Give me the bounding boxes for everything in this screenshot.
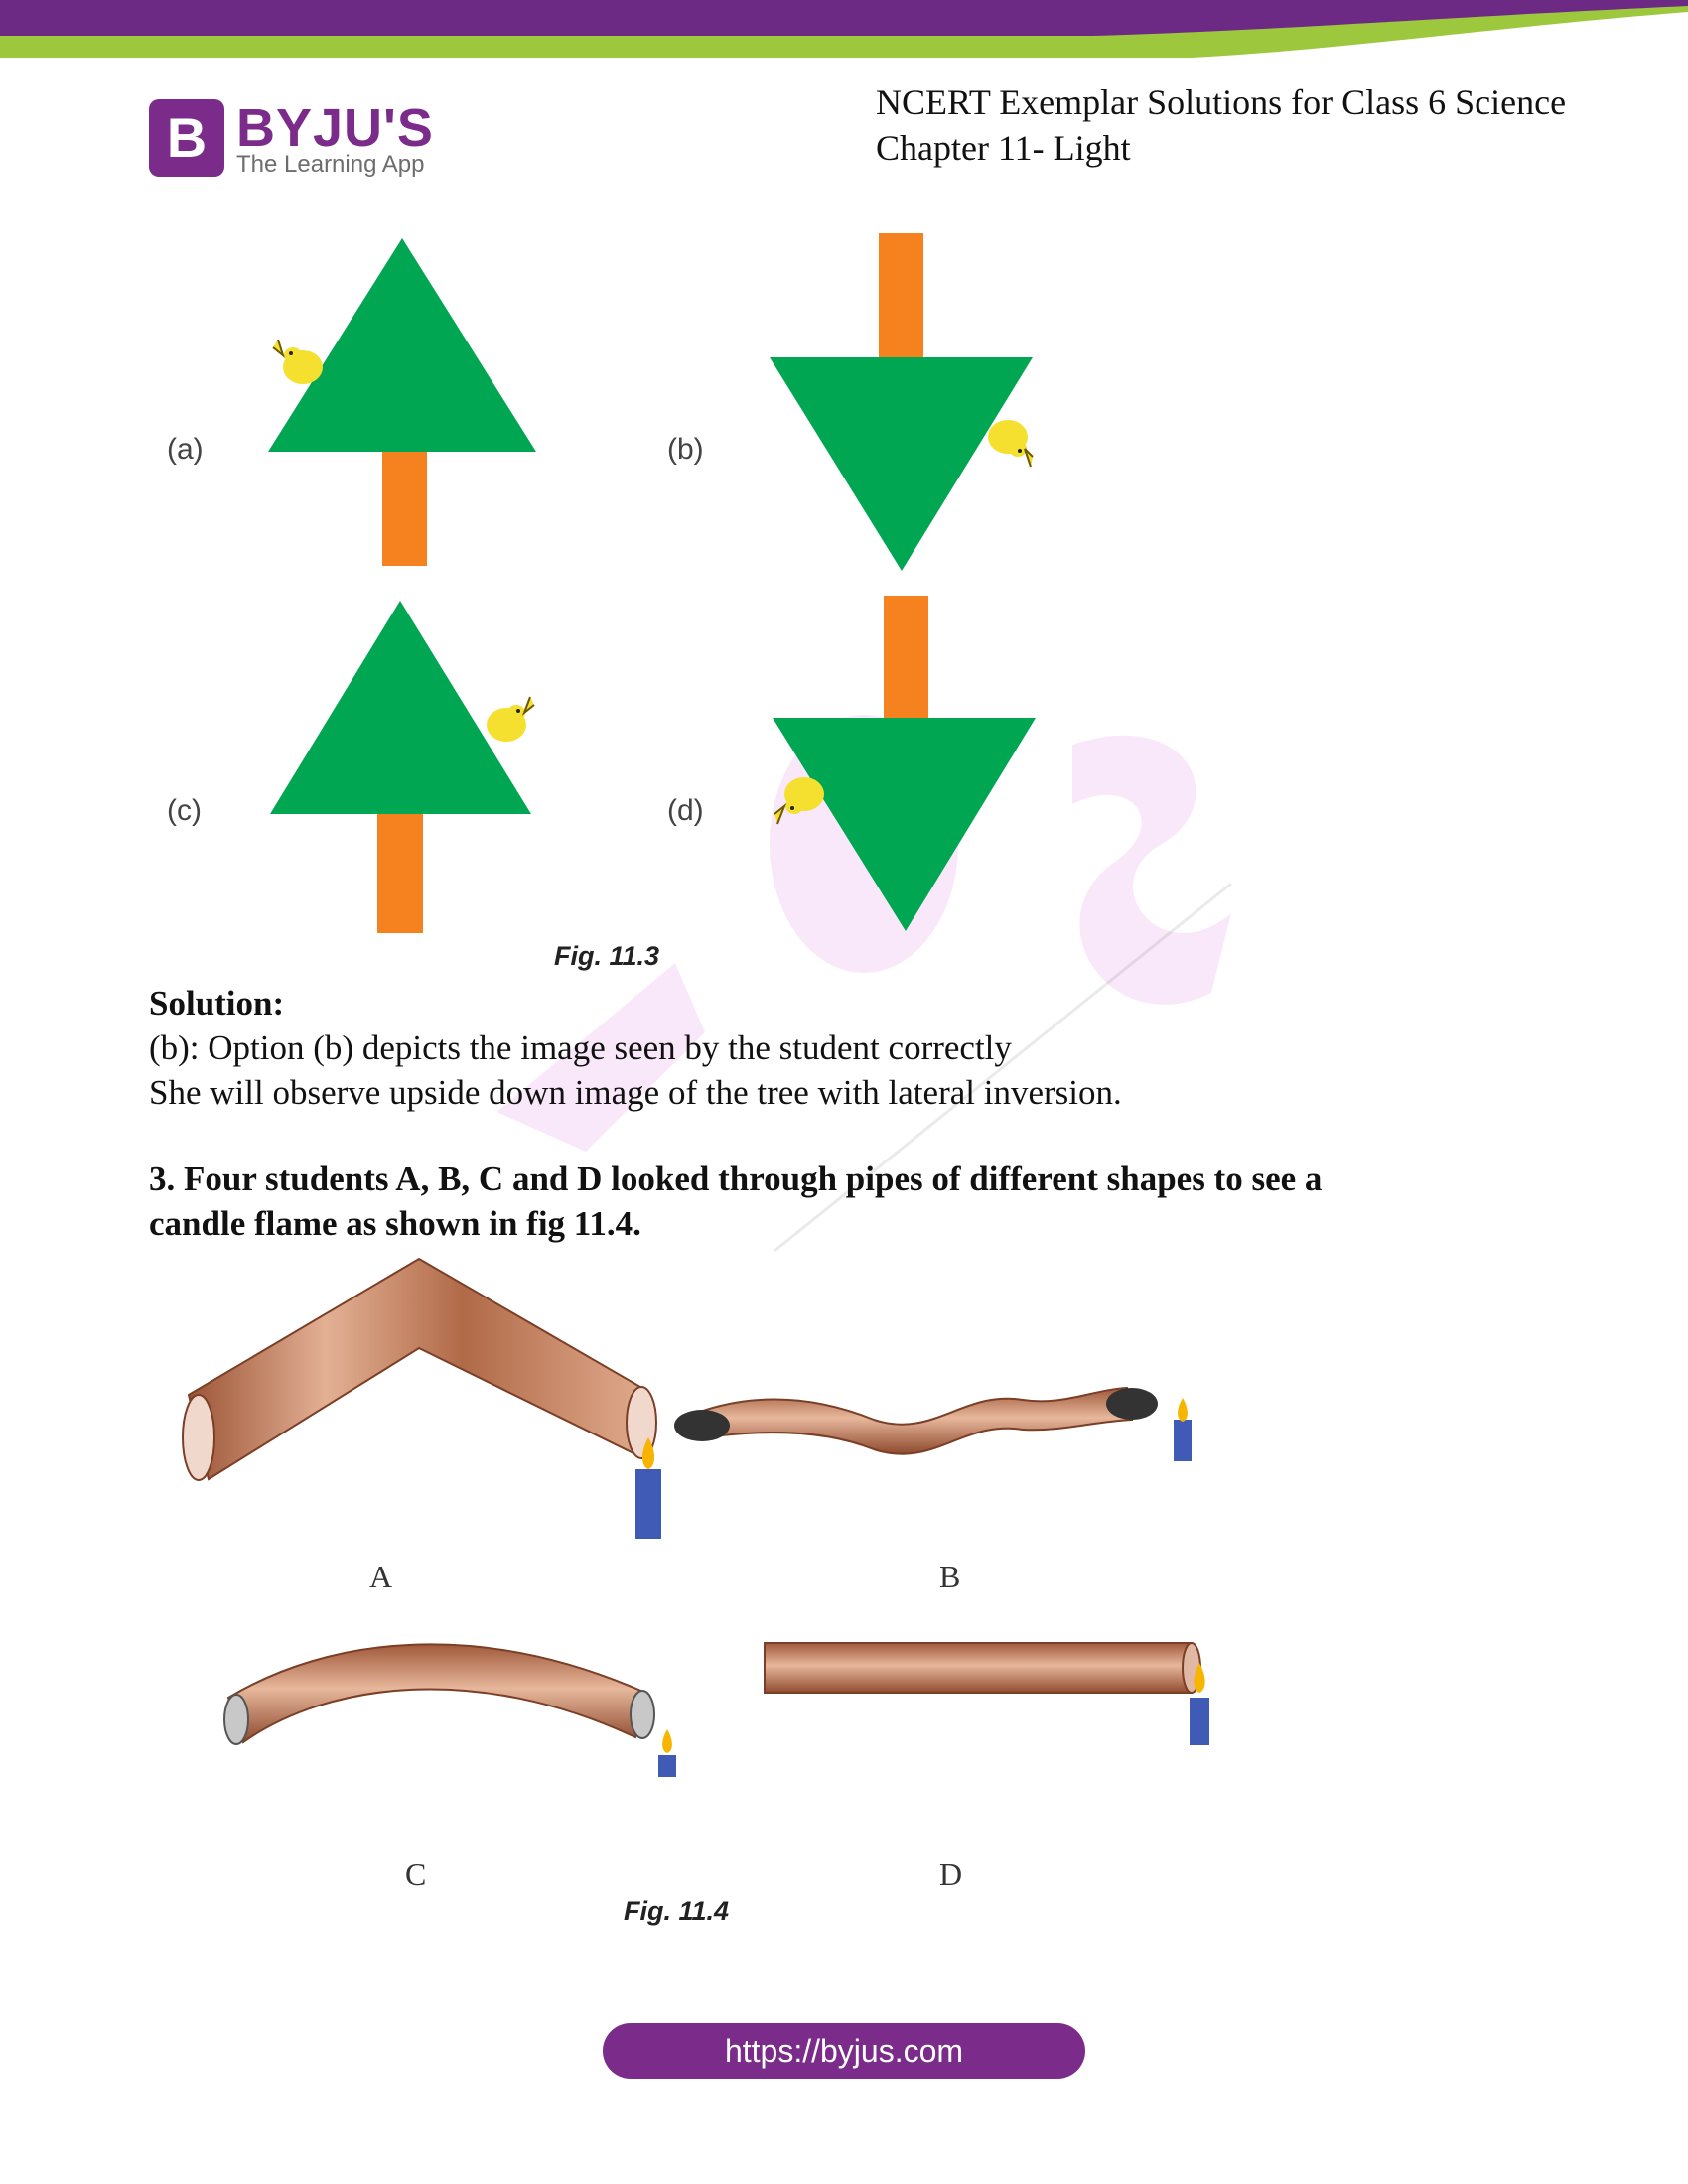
solution-heading: Solution: — [149, 984, 285, 1023]
logo-b-icon: B — [149, 99, 224, 177]
option-b-label: (b) — [667, 433, 704, 466]
logo-name: BYJU'S — [236, 98, 434, 158]
figure-11-3-trees — [149, 228, 1092, 943]
pipe-label-d: D — [939, 1856, 963, 1892]
tree-option-b — [770, 233, 1033, 571]
question-3-line2: candle flame as shown in fig 11.4. — [149, 1204, 641, 1243]
page-header-title — [876, 79, 1566, 171]
pipe-label-b: B — [939, 1559, 961, 1594]
pipe-a — [183, 1259, 661, 1539]
solution-line1: (b): Option (b) depicts the image seen by the student correctly — [149, 1028, 1012, 1067]
option-a-label: (a) — [167, 433, 204, 466]
option-c-label: (c) — [167, 794, 202, 827]
footer-url-link[interactable]: https://byjus.com — [603, 2023, 1085, 2079]
tree-option-a — [268, 238, 536, 566]
pipe-label-a: A — [369, 1559, 393, 1594]
question-3-line1: 3. Four students A, B, C and D looked through pipes of different shapes to see a — [149, 1160, 1323, 1198]
pipe-c — [224, 1644, 676, 1777]
figure-11-4-pipes — [149, 1241, 1241, 1777]
figure-11-3-caption: Fig. 11.3 — [554, 941, 660, 971]
header-title-line1: NCERT Exemplar Solutions for Class 6 Science — [876, 82, 1567, 122]
solution-line2: She will observe upside down image of the tree with lateral inversion. — [149, 1073, 1122, 1112]
tree-option-c — [270, 601, 534, 933]
option-d-label: (d) — [667, 794, 704, 827]
pipe-d — [765, 1643, 1209, 1745]
header-title-line2: Chapter 11- Light — [876, 128, 1131, 168]
top-accent-bar — [0, 0, 1688, 60]
byjus-logo[interactable] — [149, 97, 447, 182]
pipe-label-c: C — [405, 1856, 427, 1892]
question-3 — [149, 1157, 1539, 1246]
pipe-b — [674, 1388, 1192, 1461]
tree-option-d — [773, 596, 1036, 931]
logo-tagline: The Learning App — [236, 151, 425, 178]
figure-11-4-caption: Fig. 11.4 — [624, 1896, 730, 1926]
solution-block — [149, 981, 1539, 1115]
